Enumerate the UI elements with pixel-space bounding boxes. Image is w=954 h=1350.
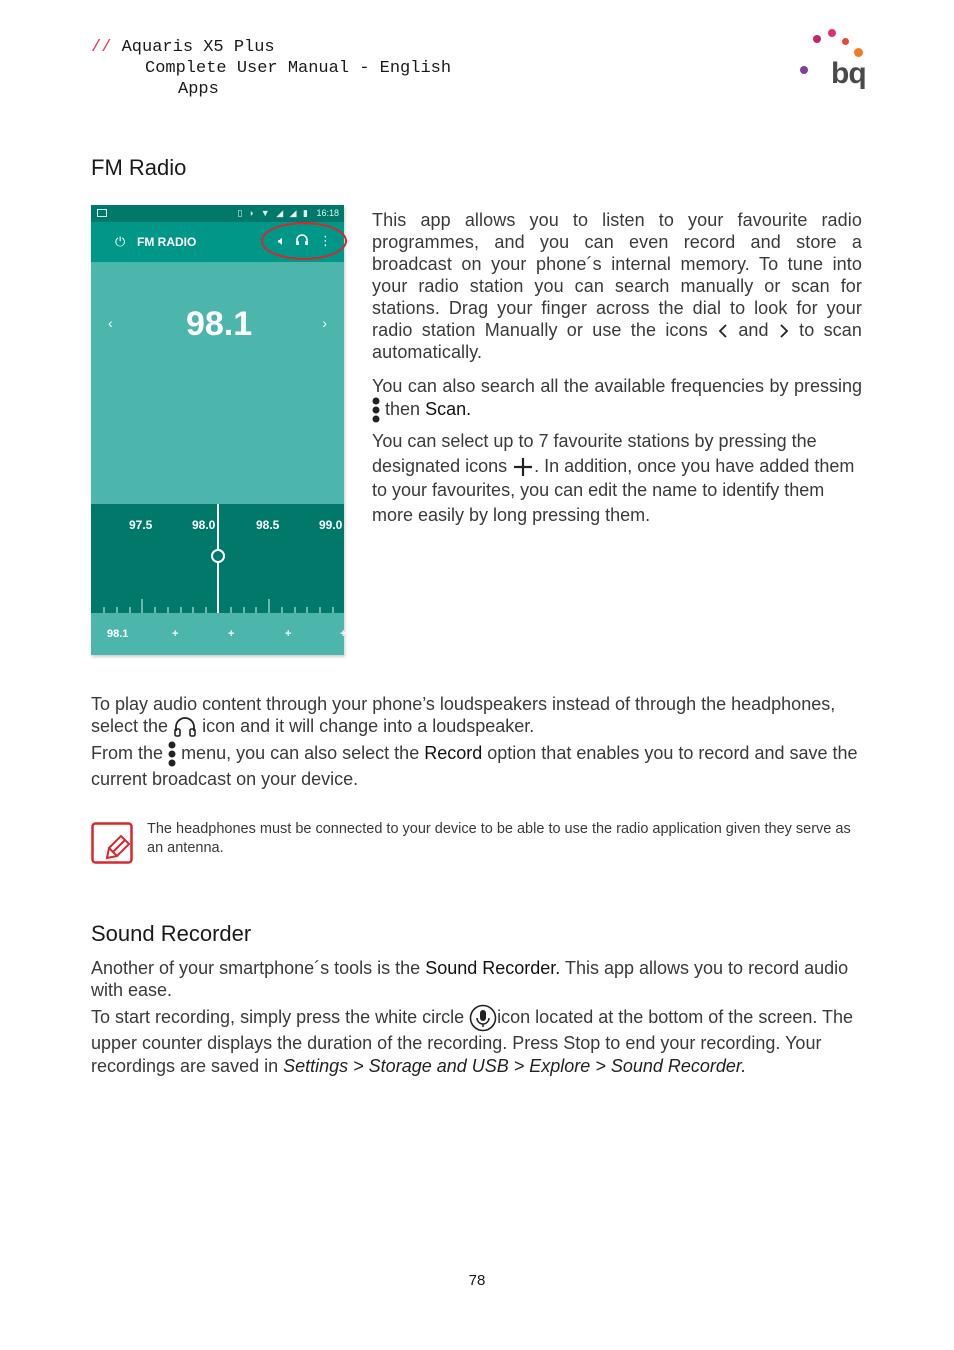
dial-knob	[211, 549, 225, 563]
header-line-3: Apps	[178, 80, 219, 99]
logo-dot	[828, 29, 836, 37]
chevron-left-icon: ‹	[108, 315, 113, 331]
chevron-right-icon: ›	[322, 315, 327, 331]
logo-dot	[842, 38, 849, 45]
recorder-paragraph-1: Another of your smartphone´s tools is the Sound Recorder. This app allows you to record audio with ease.	[91, 958, 849, 1000]
dial-label: 97.5	[129, 518, 153, 532]
loudspeaker-paragraph-1: To play audio content through your phone’s loudspeakers instead of through the headphones, select the icon and it will change into a loudspeaker.	[91, 693, 867, 738]
logo-dot	[813, 35, 821, 43]
section-heading-sound-recorder: Sound Recorder	[91, 921, 252, 946]
more-vert-icon: ⋮	[319, 233, 332, 248]
microphone-icon	[469, 1004, 497, 1032]
fm-paragraph-2: You can also search all the available frequencies by pressing then Scan.	[372, 375, 862, 423]
tuning-dial	[91, 504, 344, 613]
section-heading-fm-radio: FM Radio	[91, 155, 187, 180]
header-slash: //	[91, 38, 112, 57]
dial-label: 98.5	[256, 518, 280, 532]
logo-dot	[854, 48, 863, 57]
add-favourite-icon: +	[285, 628, 292, 640]
chevron-left-icon	[717, 323, 729, 339]
header-line-1: // Aquaris X5 Plus	[91, 38, 275, 57]
logo-dot	[800, 66, 808, 74]
fm-radio-screenshot	[91, 205, 347, 655]
dial-ruler	[91, 599, 344, 613]
favourites-bar	[91, 613, 347, 655]
logo-text: bq	[831, 57, 866, 90]
bq-logo	[795, 26, 865, 96]
power-icon: ⏻	[115, 234, 126, 249]
chevron-right-icon	[778, 323, 790, 339]
status-time: 16:18	[316, 208, 339, 218]
fm-paragraph-1: This app allows you to listen to your favourite radio programmes, and you can even record and store a broadcast on your phone´s internal memory. To tune into your radio station you can search manually or scan for stations. Drag your finger across the dial to look for your radio station Manually or use the icons and to scan automatically.	[372, 210, 862, 362]
current-frequency: 98.1	[186, 305, 253, 343]
status-bar	[91, 205, 344, 222]
notification-icon	[97, 209, 107, 217]
add-favourite-icon: +	[228, 628, 235, 640]
note-icon	[91, 822, 133, 864]
page-number: 78	[468, 1272, 486, 1289]
dial-label: 98.0	[192, 518, 216, 532]
add-favourite-icon: +	[340, 628, 347, 640]
note-text: The headphones must be connected to your device to be able to use the radio application given they serve as an antenna.	[147, 821, 851, 856]
more-vert-icon	[372, 397, 380, 423]
plus-icon	[512, 457, 534, 477]
add-favourite-icon: +	[172, 628, 179, 640]
header-line-2: Complete User Manual - English	[145, 59, 452, 78]
document-header	[91, 37, 451, 100]
headphones-icon	[173, 716, 197, 738]
highlight-circle	[261, 222, 347, 260]
status-icons: ▯ ◗ ▼ ◢ ◢ ▮	[237, 208, 310, 218]
favourite-station: 98.1	[107, 628, 129, 640]
loudspeaker-paragraph-2: From the menu, you can also select the Record option that enables you to record and save the current broadcast on your device.	[91, 743, 858, 790]
recorder-paragraph-2: To start recording, simply press the white circle icon located at the bottom of the screen. The upper counter displays the duration of the recording. Press Stop to end your recording. Your recordings are saved in Settings > Storage and USB > Explore > Sound Recorder.	[91, 1004, 867, 1078]
dial-label: 99.0	[319, 518, 343, 532]
app-title: FM RADIO	[137, 235, 197, 249]
speaker-icon: 🔈︎	[277, 233, 286, 248]
fm-paragraph-3: You can select up to 7 favourite stations by pressing the designated icons . In addition, once you have added them to your favourites, you can edit the name to identify them more easily by long pressing them.	[372, 431, 855, 525]
more-vert-icon	[168, 741, 176, 767]
